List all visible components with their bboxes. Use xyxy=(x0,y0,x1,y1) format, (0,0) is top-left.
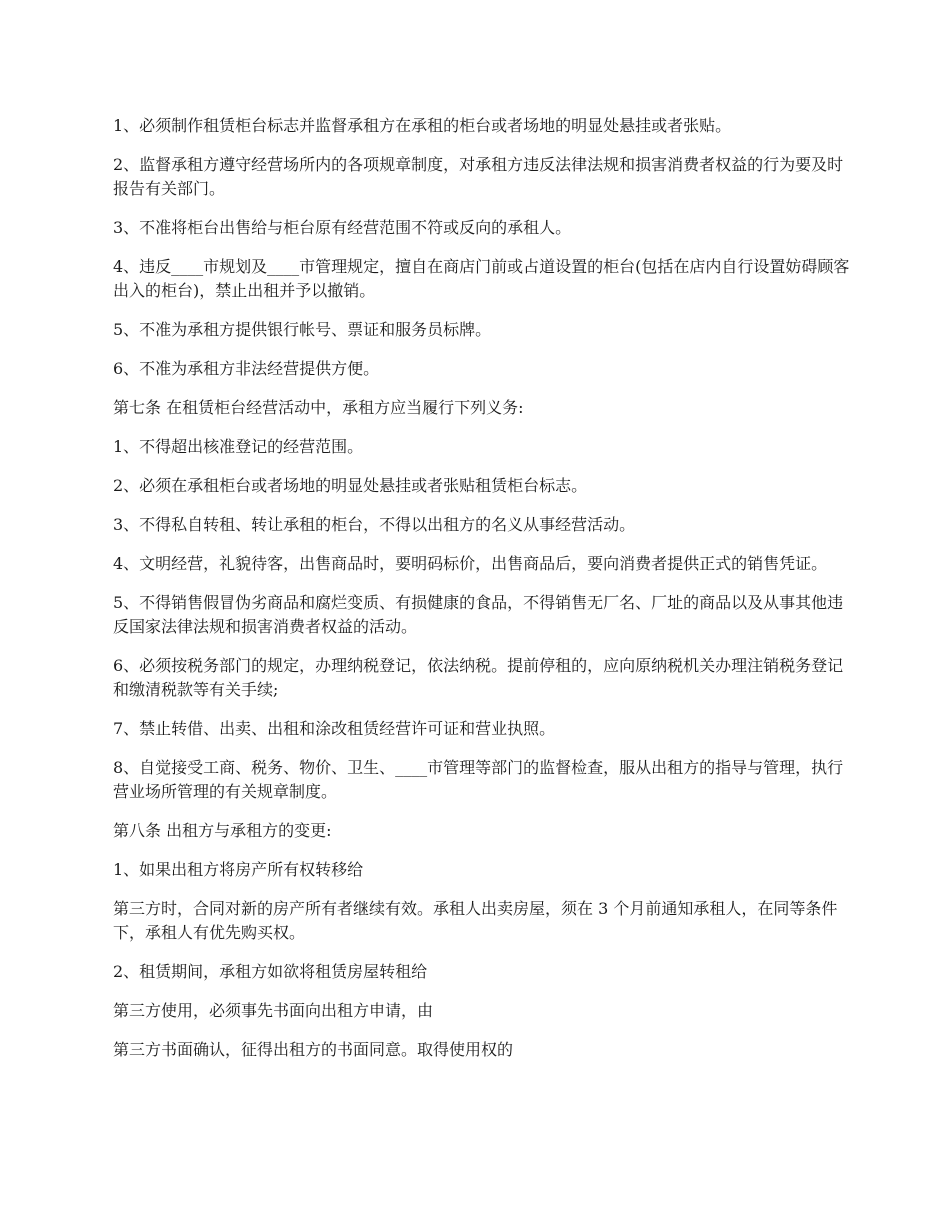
article-7-heading: 第七条 在租赁柜台经营活动中，承租方应当履行下列义务: xyxy=(113,398,524,417)
paragraph-11: 4、文明经营，礼貌待客，出售商品时，要明码标价，出售商品后，要向消费者提供正式的销售凭证。 xyxy=(113,554,828,573)
paragraph-18: 第三方时，合同对新的房产所有者继续有效。承租人出卖房屋，须在 3 个月前通知承租人，在同等条件下，承租人有优先购买权。 xyxy=(113,899,838,942)
paragraph-2: 2、监督承租方遵守经营场所内的各项规章制度，对承租方违反法律法规和损害消费者权益的行为要及时报告有关部门。 xyxy=(113,155,844,198)
paragraph-21: 第三方书面确认，征得出租方的书面同意。取得使用权的 xyxy=(113,1040,514,1059)
paragraph-12: 5、不得销售假冒伪劣商品和腐烂变质、有损健康的食品，不得销售无厂名、厂址的商品以及从事其他违反国家法律法规和损害消费者权益的活动。 xyxy=(113,593,844,636)
paragraph-20: 第三方使用，必须事先书面向出租方申请，由 xyxy=(113,1001,434,1020)
paragraph-13: 6、必须按税务部门的规定，办理纳税登记，依法纳税。提前停租的，应向原纳税机关办理注销税务登记和缴清税款等有关手续; xyxy=(113,656,844,699)
paragraph-5: 5、不准为承租方提供银行帐号、票证和服务员标牌。 xyxy=(113,320,492,339)
paragraph-6: 6、不准为承租方非法经营提供方便。 xyxy=(113,359,380,378)
paragraph-19: 2、租赁期间，承租方如欲将租赁房屋转租给 xyxy=(113,962,428,981)
paragraph-14: 7、禁止转借、出卖、出租和涂改租赁经营许可证和营业执照。 xyxy=(113,719,556,738)
paragraph-9: 2、必须在承租柜台或者场地的明显处悬挂或者张贴租赁柜台标志。 xyxy=(113,476,588,495)
paragraph-15: 8、自觉接受工商、税务、物价、卫生、____市管理等部门的监督检查，服从出租方的指导与管理，执行营业场所管理的有关规章制度。 xyxy=(113,758,844,801)
paragraph-1: 1、必须制作租赁柜台标志并监督承租方在承租的柜台或者场地的明显处悬挂或者张贴。 xyxy=(113,116,732,135)
paragraph-3: 3、不准将柜台出售给与柜台原有经营范围不符或反向的承租人。 xyxy=(113,218,572,237)
paragraph-4: 4、违反____市规划及____市管理规定，擅自在商店门前或占道设置的柜台(包括在店内自行设置妨碍顾客出入的柜台)，禁止出租并予以撤销。 xyxy=(113,257,850,300)
article-8-heading: 第八条 出租方与承租方的变更: xyxy=(113,821,332,840)
paragraph-10: 3、不得私自转租、转让承租的柜台，不得以出租方的名义从事经营活动。 xyxy=(113,515,636,534)
paragraph-8: 1、不得超出核准登记的经营范围。 xyxy=(113,437,364,456)
document-page xyxy=(113,114,853,1077)
paragraph-17: 1、如果出租方将房产所有权转移给 xyxy=(113,860,364,879)
